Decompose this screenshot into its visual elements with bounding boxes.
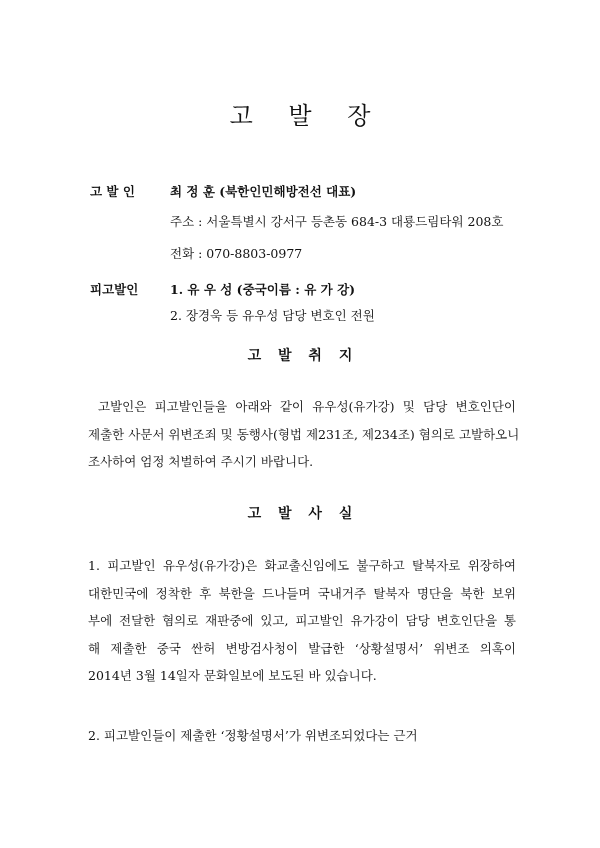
purpose-paragraph	[88, 393, 520, 476]
facts-item-2: 2. 피고발인들이 제출한 ‘정황설명서’가 위변조되었다는 근거	[88, 728, 418, 743]
purpose-line: 고발인은 피고발인들을 아래와 같이 유우성(유가강) 및 담당 변호인단이	[98, 399, 516, 414]
purpose-line: 조사하여 엄정 처벌하여 주시기 바랍니다.	[88, 454, 314, 469]
facts-line: 해 제출한 중국 싼허 변방검사청이 발급한 ‘상황설명서’ 위변조 의혹이	[88, 640, 516, 656]
complainant-label: 고 발 인	[90, 184, 135, 199]
purpose-line: 제출한 사문서 위변조죄 및 동행사(형법 제231조, 제234조) 혐의로 고발하오니	[88, 426, 520, 442]
facts-line: 부에 전달한 혐의로 재판중에 있고, 피고발인 유가강이 담당 변호인단을 통	[88, 613, 516, 628]
accused-label: 피고발인	[90, 282, 139, 297]
facts-heading: 고 발 사 실	[247, 506, 359, 522]
purpose-heading: 고 발 취 지	[247, 348, 359, 364]
complainant-phone: 전화 : 070-8803-0977	[170, 246, 303, 261]
document-title: 고 발 장	[229, 102, 385, 130]
accused-item-1: 1. 유 우 성 (중국이름 : 유 가 강)	[170, 282, 356, 297]
complainant-address: 주소 : 서울특별시 강서구 등촌동 684-3 대룡드림타워 208호	[170, 214, 504, 229]
facts-line: 1. 피고발인 유우성(유가강)은 화교출신임에도 불구하고 탈북자로 위장하여	[88, 558, 516, 573]
facts-line: 2014년 3월 14일자 문화일보에 보도된 바 있습니다.	[88, 668, 377, 683]
facts-line: 대한민국에 정착한 후 북한을 드나들며 국내거주 탈북자 명단을 북한 보위	[88, 585, 516, 601]
facts-paragraph-1	[88, 552, 516, 690]
complainant-name: 최 정 훈 (북한인민해방전선 대표)	[170, 184, 357, 199]
accused-item-2: 2. 장경욱 등 유우성 담당 변호인 전원	[170, 308, 375, 323]
